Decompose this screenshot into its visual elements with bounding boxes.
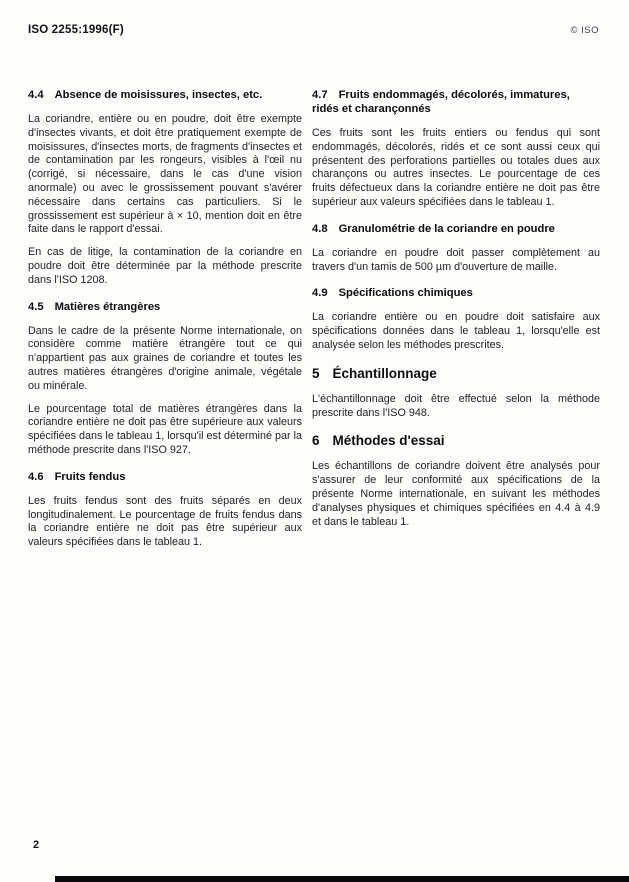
paragraph: Ces fruits sont les fruits entiers ou fendus qui sont endommagés, décolorés, ridés et ce sont aussi ceux qui présentent des perforations partielles ou totales dues aux charançons ou autres insectes. Le pourcentage de ces fruits défectueux dans la coriandre entière ne doit pas être supérieur aux valeurs spécifiées dans le tableau 1. (312, 127, 600, 208)
section-title: Fruits fendus (54, 470, 126, 483)
paragraph: Les échantillons de coriandre doivent être analysés pour s'assurer de leur conformité aux spécifications de la présente Norme internationale, en suivant les méthodes d'analyses physiques et chimiques spécifiées en 4.4 à 4.9 et dans le tableau 1. (312, 460, 600, 528)
section-4-8 (312, 222, 600, 275)
section-heading-4-8 (312, 222, 600, 236)
section-title: Fruits endommagés, décolorés, immatures, ridés et charançonnés (312, 89, 570, 115)
section-title: Matières étrangères (54, 300, 161, 313)
section-heading-4-7 (312, 88, 574, 116)
paragraph: En cas de litige, la contamination de la coriandre en poudre doit être déterminée par la méthode prescrite dans l'ISO 1208. (28, 246, 302, 286)
section-heading-4-6 (28, 470, 302, 484)
section-5 (312, 366, 600, 421)
section-4-5 (28, 300, 302, 458)
section-number: 4.9 (312, 287, 328, 300)
section-title: Méthodes d'essai (332, 433, 445, 449)
section-6 (312, 433, 600, 529)
paragraph: La coriandre, entière ou en poudre, doit être exempte d'insectes vivants, et doit être pratiquement exempte de moisissures, d'insectes morts, de fragments d'insectes et de contamination par les rongeurs, visibles à l'œil nu (corrigé, si nécessaire, dans le cas d'une vision anormale) ou avec le grossissement pouvant s'avérer nécessaire dans certains cas particuliers. Si le grossissement est supérieur à × 10, mention doit en être faite dans le rapport d'essai. (28, 113, 302, 236)
section-number: 4.5 (28, 300, 44, 313)
right-column (312, 80, 600, 559)
section-heading-5 (312, 366, 600, 382)
copyright-notice: © ISO (570, 25, 599, 36)
section-heading-4-4 (28, 88, 302, 102)
section-heading-4-9 (312, 286, 600, 300)
section-heading-4-5 (28, 300, 302, 314)
section-number: 4.4 (28, 89, 44, 101)
left-column (28, 80, 302, 559)
paragraph: L'échantillonnage doit être effectué selon la méthode prescrite dans l'ISO 948. (312, 392, 600, 419)
running-header (28, 24, 599, 36)
section-title: Échantillonnage (332, 365, 437, 381)
paragraph: Les fruits fendus sont des fruits séparés en deux longitudinalement. Le pourcentage de fruits fendus dans la coriandre entière ne doit pas être supérieur aux valeurs spécifiées dans le tableau 1. (28, 494, 302, 549)
section-4-7 (312, 88, 600, 210)
section-4-9 (312, 286, 600, 352)
paragraph: La coriandre entière ou en poudre doit satisfaire aux spécifications données dans le tableau 1, lorsqu'elle est analysée selon les méthodes prescrites. (312, 311, 600, 351)
section-number: 5 (312, 365, 320, 381)
section-title: Spécifications chimiques (338, 287, 473, 300)
section-number: 4.7 (312, 89, 328, 101)
section-number: 4.6 (28, 470, 44, 483)
page-number: 2 (33, 839, 40, 851)
paragraph: Le pourcentage total de matières étrangères dans la coriandre entière ne doit pas être supérieure aux valeurs spécifiées dans le tableau 1, lorsqu'il est déterminé par la méthode prescrite dans l'ISO 927. (28, 402, 302, 456)
two-column-body (28, 80, 600, 559)
section-number: 6 (312, 433, 320, 449)
section-heading-6 (312, 433, 600, 449)
section-number: 4.8 (312, 222, 328, 235)
document-reference: ISO 2255:1996(F) (28, 24, 124, 36)
paragraph: La coriandre en poudre doit passer complètement au travers d'un tamis de 500 µm d'ouverture de maille. (312, 246, 600, 273)
paragraph: Dans le cadre de la présente Norme internationale, on considère comme matière étrangère tout ce qui n'appartient pas aux graines de coriandre et toutes les autres matières étrangères d'origine animale, végétale ou minérale. (28, 324, 302, 392)
scan-edge-artifact (55, 876, 629, 882)
section-4-6 (28, 470, 302, 550)
section-title: Absence de moisissures, insectes, etc. (54, 89, 263, 101)
section-4-4 (28, 88, 302, 288)
section-title: Granulométrie de la coriandre en poudre (338, 222, 555, 235)
